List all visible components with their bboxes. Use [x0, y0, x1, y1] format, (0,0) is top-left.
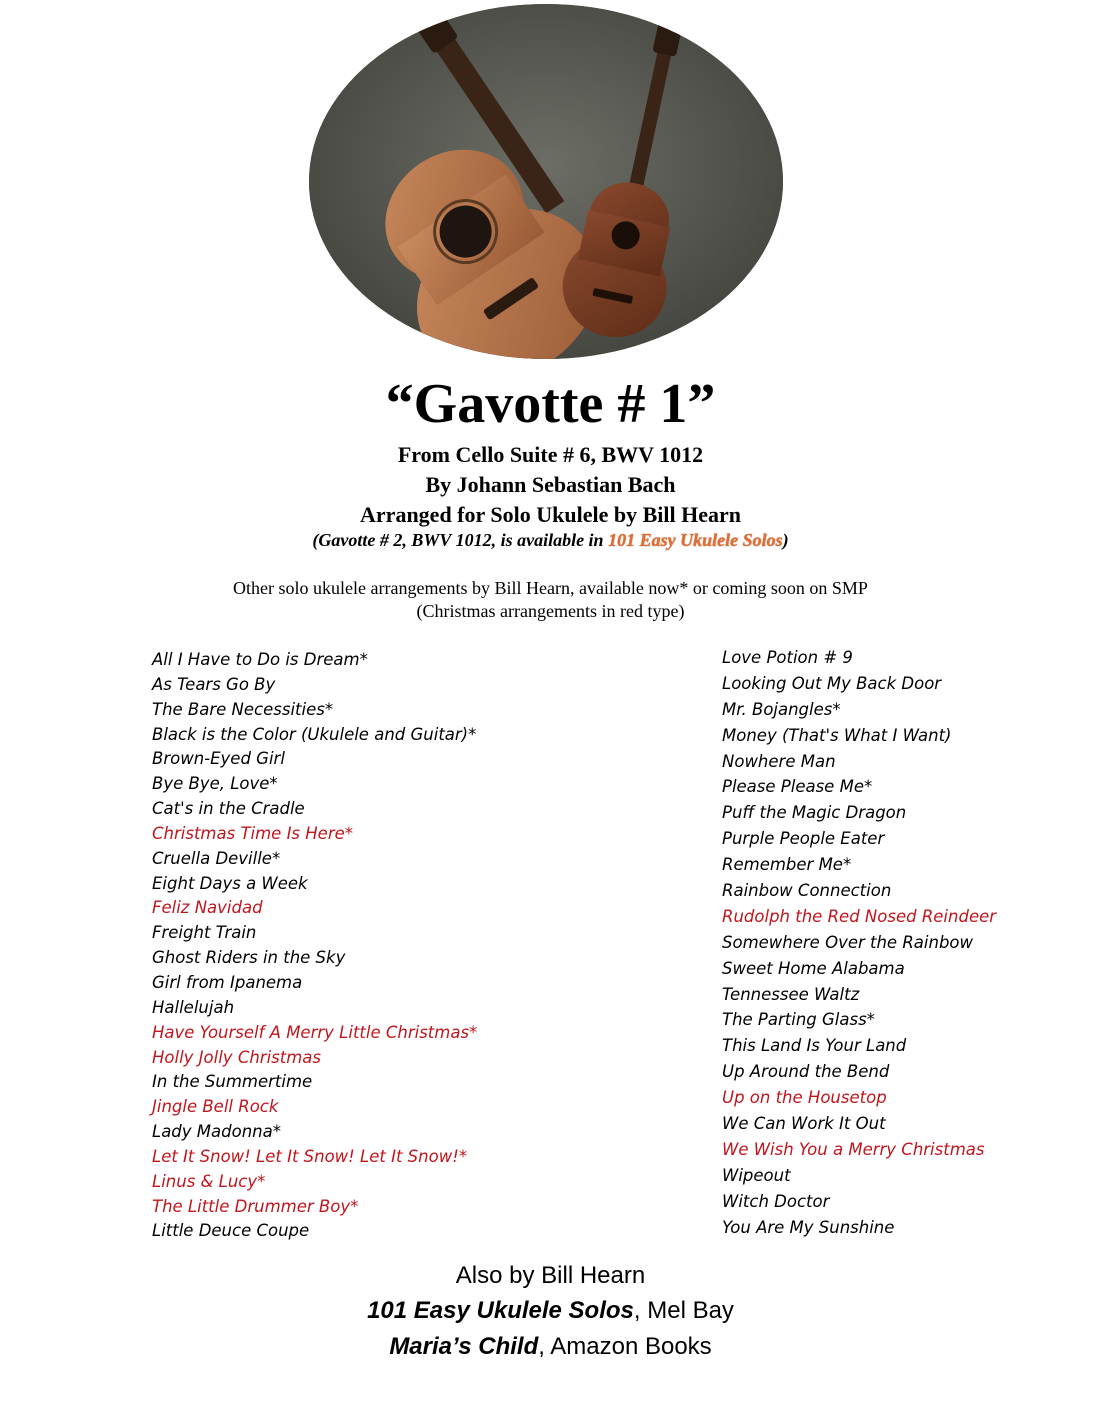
song-item: Have Yourself A Merry Little Christmas* [152, 1022, 478, 1042]
song-item: Tennessee Waltz [722, 984, 860, 1004]
song-item: The Little Drummer Boy* [152, 1196, 359, 1216]
song-item: We Wish You a Merry Christmas [722, 1139, 985, 1159]
book-title: Maria’s Child [389, 1333, 539, 1360]
composer-line: By Johann Sebastian Bach [425, 472, 676, 497]
song-item: Looking Out My Back Door [722, 673, 942, 693]
song-item: Bye Bye, Love* [152, 774, 278, 794]
song-item: Ghost Riders in the Sky [152, 948, 346, 968]
song-item: Sweet Home Alabama [722, 958, 905, 978]
song-item: Lady Madonna* [152, 1122, 281, 1142]
book-publisher: , Mel Bay [633, 1297, 734, 1324]
song-item: In the Summertime [152, 1072, 313, 1092]
song-item: The Parting Glass* [722, 1010, 875, 1030]
song-item: Rainbow Connection [722, 881, 892, 901]
intro-legend: (Christmas arrangements in red type) [416, 601, 685, 621]
song-item: The Bare Necessities* [152, 699, 334, 719]
song-item: Nowhere Man [722, 751, 836, 771]
song-item: Cat's in the Cradle [152, 799, 305, 819]
song-item: Little Deuce Coupe [152, 1221, 310, 1241]
song-item: Black is the Color (Ukulele and Guitar)* [152, 724, 477, 744]
note-book-link[interactable]: 101 Easy Ukulele Solos [608, 530, 783, 550]
song-item: Jingle Bell Rock [152, 1097, 279, 1117]
intro-line: Other solo ukulele arrangements by Bill Hearn, available now* or coming soon on SMP [233, 578, 868, 598]
song-item: Up on the Housetop [722, 1088, 887, 1108]
song-list-right [722, 646, 996, 1241]
song-item: Feliz Navidad [152, 898, 263, 918]
also-by-book [0, 1331, 1101, 1363]
page-title: “Gavotte # 1” [385, 373, 716, 435]
song-item: Wipeout [722, 1165, 791, 1185]
song-item: Up Around the Bend [722, 1062, 890, 1082]
song-item: This Land Is Your Land [722, 1036, 907, 1056]
song-item: Mr. Bojangles* [722, 699, 841, 719]
song-item: As Tears Go By [152, 674, 276, 694]
song-item: Rudolph the Red Nosed Reindeer [722, 906, 997, 926]
song-item: Freight Train [152, 923, 257, 943]
song-item: Christmas Time Is Here* [152, 823, 354, 843]
song-item: Money (That's What I Want) [722, 725, 952, 745]
song-item: Linus & Lucy* [152, 1171, 266, 1191]
note-prefix: (Gavotte # 2, BWV 1012, is available in [312, 530, 609, 550]
song-item: Girl from Ipanema [152, 972, 303, 992]
book-publisher: , Amazon Books [538, 1333, 712, 1360]
book-title: 101 Easy Ukulele Solos [367, 1297, 634, 1324]
note-suffix: ) [782, 530, 789, 550]
song-item: Holly Jolly Christmas [152, 1047, 322, 1067]
instruments-illustration [309, 4, 783, 359]
song-item: Cruella Deville* [152, 848, 281, 868]
song-item: Witch Doctor [722, 1191, 830, 1211]
song-item: Love Potion # 9 [722, 648, 853, 667]
song-item: Somewhere Over the Rainbow [722, 932, 974, 952]
guitar-and-ukulele-photo [309, 4, 783, 359]
song-item: Hallelujah [152, 997, 235, 1017]
song-item: Please Please Me* [722, 777, 873, 797]
song-item: All I Have to Do is Dream* [152, 650, 368, 669]
song-item: Brown-Eyed Girl [152, 749, 285, 769]
song-item: We Can Work It Out [722, 1114, 886, 1134]
song-item: Puff the Magic Dragon [722, 803, 907, 823]
song-item: You Are My Sunshine [722, 1217, 895, 1237]
song-list-left [152, 648, 477, 1244]
song-item: Let It Snow! Let It Snow! Let It Snow!* [152, 1146, 468, 1166]
also-by-heading: Also by Bill Hearn [455, 1262, 646, 1289]
song-item: Purple People Eater [722, 829, 885, 849]
song-item: Eight Days a Week [152, 873, 308, 893]
subtitle: From Cello Suite # 6, BWV 1012 [397, 442, 704, 467]
availability-note [0, 528, 1101, 552]
song-item: Remember Me* [722, 855, 852, 875]
also-by-book [0, 1295, 1101, 1327]
arranger-line: Arranged for Solo Ukulele by Bill Hearn [360, 502, 741, 527]
